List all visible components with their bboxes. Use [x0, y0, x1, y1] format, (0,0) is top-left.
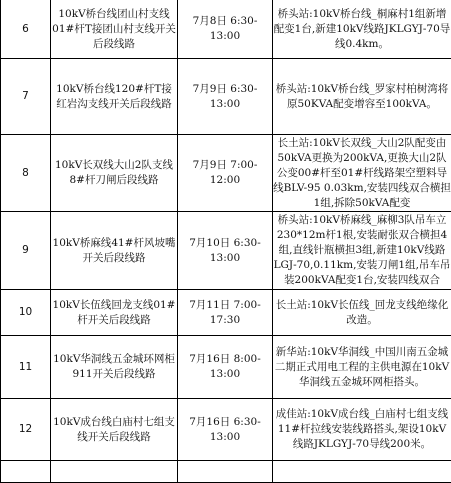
outage-time: 7月9日 6:30-13:00	[178, 59, 273, 135]
line-section	[51, 461, 178, 483]
outage-time	[178, 461, 273, 483]
row-number: 9	[1, 212, 51, 290]
work-content: 桥头站:10kV桥台线_罗家村柏树湾将原50KVA配变增容至100kVA。	[273, 59, 451, 135]
outage-time: 7月9日 7:00-12:00	[178, 135, 273, 212]
line-section: 10kV成台线白庙村七组支线开关后段线路	[51, 399, 178, 461]
row-number: 6	[1, 0, 51, 59]
work-content	[273, 212, 451, 290]
row-number: 7	[1, 59, 51, 135]
table-row	[1, 212, 451, 290]
table-row	[1, 461, 451, 483]
table-row	[1, 59, 451, 135]
table-row	[1, 0, 451, 59]
work-content-text: 桥头站:10kV桥麻线_麻柳3队吊车立230*12m杆1根,安装耐张双合横担4组,直线针瓶横担3组,新建10kV线路LGJ-70,0.11km,安装刀闸1组,吊车吊装200kVA配变1台,安装四线双合	[273, 213, 451, 288]
work-content	[273, 135, 451, 212]
row-number	[1, 461, 51, 483]
outage-time: 7月16日 6:30-13:00	[178, 399, 273, 461]
line-section: 10kV华洞线五金城环网柜911开关后段线路	[51, 336, 178, 399]
work-content: 新华站:10kV华洞线_中国川南五金城二期正式用电工程的主供电源在10kV华洞线五金城环网柜搭头。	[273, 336, 451, 399]
outage-time: 7月10日 6:30-13:00	[178, 212, 273, 290]
line-section: 10kV长双线大山2队支线8#杆刀闸后段线路	[51, 135, 178, 212]
work-content	[273, 461, 451, 483]
line-section: 10kV桥台线团山村支线01#杆T接团山村支线开关后段线路	[51, 0, 178, 59]
row-number: 8	[1, 135, 51, 212]
outage-time: 7月8日 6:30-13:00	[178, 0, 273, 59]
outage-time: 7月11日 7:00-17:30	[178, 290, 273, 336]
work-content: 长土站:10kV长伍线_回龙支线绝缘化改造。	[273, 290, 451, 336]
work-content-text: 长土站:10kV长双线_大山2队配变由50kVA更换为200kVA,更换大山2队公变00#杆至01#杆线路架空塑料导线BLV-95 0.03km,安装四线双合横担1组,拆除50kVA配变	[273, 136, 451, 211]
line-section: 10kV桥台线120#杆T接红岩沟支线开关后段线路	[51, 59, 178, 135]
work-content: 桥头站:10kV桥台线_桐麻村1组新增配变1台,新建10kV线路JKLGYJ-70导线0.4km。	[273, 0, 451, 59]
outage-time: 7月16日 8:00-13:00	[178, 336, 273, 399]
table-row	[1, 399, 451, 461]
line-section: 10kV长伍线回龙支线01#杆开关后段线路	[51, 290, 178, 336]
table-row	[1, 135, 451, 212]
row-number: 11	[1, 336, 51, 399]
table-row	[1, 290, 451, 336]
line-section: 10kV桥麻线41#杆风坡嘴开关后段线路	[51, 212, 178, 290]
row-number: 12	[1, 399, 51, 461]
row-number: 10	[1, 290, 51, 336]
work-content: 成佳站:10kV成台线_白庙村七组支线11#杆拉线安装线路搭头,架设10kV线路JKLGYJ-70导线200米。	[273, 399, 451, 461]
table-row	[1, 336, 451, 399]
